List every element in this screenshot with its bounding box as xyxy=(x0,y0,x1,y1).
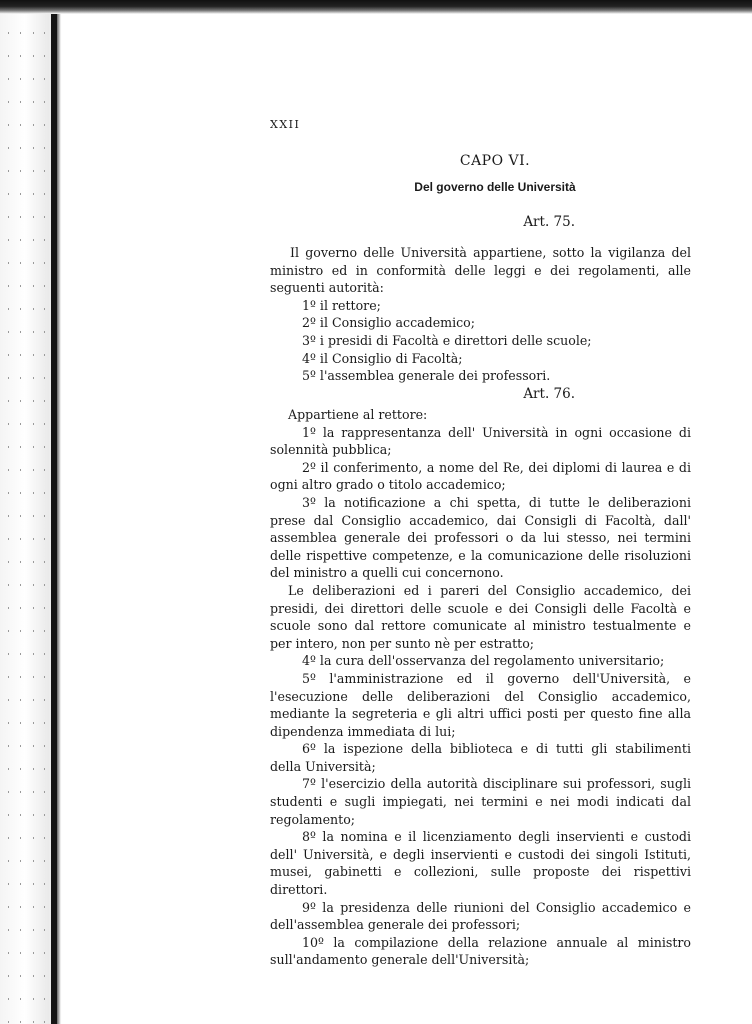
paragraph: 2º il conferimento, a nome del Re, dei diplomi di laurea e di ogni altro grado o titolo accademico; xyxy=(270,459,691,493)
spine-shadow xyxy=(57,0,61,1024)
gutter-mark xyxy=(44,0,45,1024)
article-75-body xyxy=(270,244,691,385)
paragraph: Le deliberazioni ed i pareri del Consiglio accademico, dei presidi, dei direttori delle scuole e dei Consigli delle Facoltà e scuole sono dal rettore comunicate al ministro testualmente e per intero, non per sunto nè per estratto; xyxy=(270,582,691,651)
page-top-edge xyxy=(0,0,752,14)
section-title: Del governo delle Università xyxy=(414,180,576,194)
paragraph: 8º la nomina e il licenziamento degli inservienti e custodi dell' Università, e degli inservienti e custodi dei singoli Istituti, musei, gabinetti e collezioni, sulle proposte dei rispettivi direttori. xyxy=(270,829,691,898)
article-76-heading: Art. 76. xyxy=(523,386,575,402)
paragraph: 9º la presidenza delle riunioni del Consiglio accademico e dell'assemblea generale dei professori; xyxy=(270,899,691,933)
paragraph: 5º l'amministrazione ed il governo dell'Università, e l'esecuzione delle deliberazioni del Consiglio accademico, mediante la segreteria e gli altri uffici posti per questo fine alla dipendenza immediata di lui; xyxy=(270,670,691,739)
list-item: 3º i presidi di Facoltà e direttori delle scuole; xyxy=(302,332,592,348)
list-item: 4º il Consiglio di Facoltà; xyxy=(302,350,463,366)
paragraph: 7º l'esercizio della autorità disciplinare sui professori, sugli studenti e sugli impiegati, nei termini e nei modi indicati dal regolamento; xyxy=(270,776,691,827)
paragraph: 6º la ispezione della biblioteca e di tutti gli stabilimenti della Università; xyxy=(270,741,691,774)
paragraph: 10º la compilazione della relazione annuale al ministro sull'andamento generale dell'Università; xyxy=(270,934,691,968)
list-item: 2º il Consiglio accademico; xyxy=(302,315,476,331)
paragraph: 1º la rappresentanza dell' Università in ogni occasione di solennità pubblica; xyxy=(270,424,691,458)
gutter-mark xyxy=(20,0,21,1024)
gutter-mark xyxy=(33,0,34,1024)
list-item: 5º l'assemblea generale dei professori. xyxy=(302,368,551,384)
article-76-body xyxy=(270,406,691,969)
article-75-heading: Art. 75. xyxy=(523,214,575,230)
article-76-intro: Appartiene al rettore: xyxy=(288,407,428,422)
paragraph: 4º la cura dell'osservanza del regolamento universitario; xyxy=(302,653,665,669)
page-number: XXII xyxy=(270,118,301,131)
article-75-intro: Il governo delle Università appartiene, sotto la vigilanza del ministro ed in conformità delle leggi e dei regolamenti, alle seguenti autorità: xyxy=(270,245,691,296)
paragraph: 3º la notificazione a chi spetta, di tutte le deliberazioni prese dal Consiglio accademico, dai Consigli di Facoltà, dall' assemblea generale dei professori o da lui stesso, nei termini delle rispettive competenze, e la comunicazione delle risoluzioni del ministro a quelli cui concernono. xyxy=(270,494,691,581)
chapter-title: CAPO VI. xyxy=(459,153,531,169)
list-item: 1º il rettore; xyxy=(302,297,381,313)
gutter-mark xyxy=(8,0,9,1024)
